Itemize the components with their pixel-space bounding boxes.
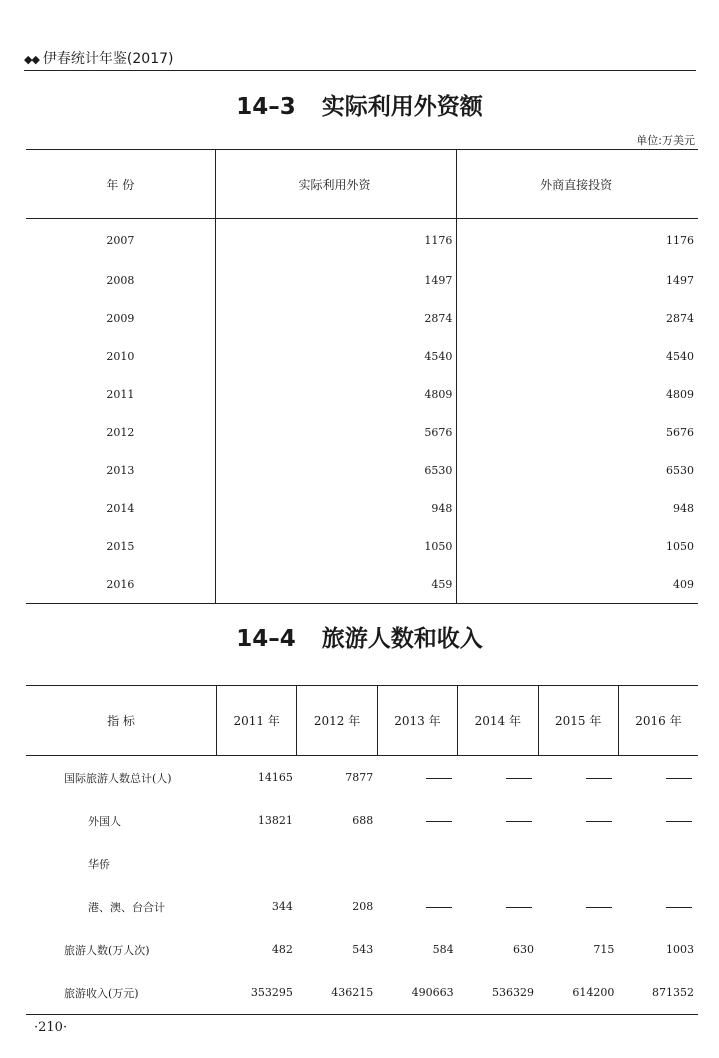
table-cell: 2012 [106,425,135,439]
table-cell: 2009 [106,311,135,325]
column-header: 2016 年 [618,686,698,756]
table-cell: 614200 [538,971,618,1015]
table-cell: 6530 [666,463,694,477]
book-title: 伊春统计年鉴(2017) [42,51,174,67]
table-row [26,971,698,1015]
column-header: 2012 年 [297,686,377,756]
not-applicable-dash [618,885,698,928]
not-applicable-dash [538,799,618,842]
table-row [26,928,698,971]
page-header [24,48,696,71]
table-cell: 5676 [666,425,694,439]
foreign-investment-table [26,149,698,604]
row-label: 华侨 [88,857,110,871]
dash-line [586,778,612,779]
table-row [26,337,698,375]
table-row [26,413,698,451]
not-applicable-dash [377,885,457,928]
not-applicable-dash [458,799,538,842]
table-cell: 344 [271,900,293,913]
diamond-icon: ◆◆ [24,53,39,66]
row-label: 外国人 [88,814,121,828]
table-cell: 482 [271,943,293,956]
table-row [26,489,698,527]
table-row [26,219,698,262]
table-cell: 14165 [257,771,293,784]
dash-line [506,821,532,822]
table-cell [217,842,297,885]
table-cell: 436215 [297,971,377,1015]
table-cell: 1176 [215,219,457,262]
dash-line [506,778,532,779]
table2-title-text: 旅游人数和收入 [321,626,483,652]
table-cell: 490663 [377,971,457,1015]
table-cell: 536329 [458,971,538,1015]
table-cell: 2014 [106,501,135,515]
column-header: 实际利用外资 [215,150,457,219]
not-applicable-dash [377,756,457,800]
not-applicable-dash [458,756,538,800]
dash-line [666,778,692,779]
table-cell: 871352 [618,971,698,1015]
table1-title-text: 实际利用外资额 [321,94,483,120]
table-cell: 1050 [215,527,457,565]
table-cell: 688 [352,814,374,827]
table-row [26,565,698,604]
column-header: 指 标 [26,686,217,756]
table-cell: 2874 [666,311,694,325]
not-applicable-dash [377,799,457,842]
row-label: 国际旅游人数总计(人) [64,771,172,785]
table-cell: 7877 [345,771,374,784]
column-header: 2011 年 [217,686,297,756]
table-cell: 2874 [215,299,457,337]
table-row [26,261,698,299]
table2-number: 14–4 [236,626,296,652]
table-row [26,375,698,413]
dash-line [586,821,612,822]
table-cell [377,842,457,885]
not-applicable-dash [458,885,538,928]
table-cell: 1050 [666,539,694,553]
table-cell: 13821 [257,814,293,827]
table-cell: 715 [593,943,615,956]
column-header: 2013 年 [377,686,457,756]
row-label: 旅游人数(万人次) [64,943,150,957]
table-cell: 1003 [666,943,694,956]
dash-line [586,907,612,908]
table-cell [297,842,377,885]
dash-line [426,821,452,822]
not-applicable-dash [538,756,618,800]
table-row [26,842,698,885]
table-cell: 2010 [106,349,135,363]
table-cell: 4540 [215,337,457,375]
table-cell: 630 [513,943,534,956]
table-cell: 409 [457,565,698,604]
dash-line [506,907,532,908]
table-cell: 459 [215,565,457,604]
dash-line [426,907,452,908]
table2-title [0,620,719,653]
table-cell: 948 [673,501,694,515]
table-row [26,799,698,842]
not-applicable-dash [618,799,698,842]
table-cell: 584 [432,943,454,956]
not-applicable-dash [618,756,698,800]
dash-line [666,907,692,908]
table-cell: 2011 [106,387,135,401]
table-cell: 208 [352,900,374,913]
table-cell: 6530 [215,451,457,489]
table-cell: 2013 [106,463,135,477]
table-cell: 5676 [215,413,457,451]
table-cell: 2015 [106,539,135,553]
table-cell: 4540 [666,349,694,363]
table-cell: 543 [352,943,374,956]
column-header: 2014 年 [458,686,538,756]
table1-number: 14–3 [236,94,296,120]
dash-line [666,821,692,822]
table-cell [538,842,618,885]
column-header: 2015 年 [538,686,618,756]
row-label: 旅游收入(万元) [26,971,217,1015]
table-cell: 4809 [215,375,457,413]
table-row [26,756,698,800]
table-cell: 2007 [106,233,135,247]
table-cell: 1497 [215,261,457,299]
page-number: ·210· [34,1020,68,1035]
table-cell [618,842,698,885]
table-row [26,527,698,565]
table-cell: 948 [215,489,457,527]
table-cell: 353295 [217,971,297,1015]
table-row [26,299,698,337]
column-header: 年 份 [26,150,215,219]
dash-line [426,778,452,779]
table1-unit: 单位:万美元 [636,134,695,147]
column-header: 外商直接投资 [457,150,698,219]
table-row [26,451,698,489]
table-cell: 1497 [666,273,694,287]
table1-title [0,88,719,121]
tourism-table [26,685,698,1015]
table-row [26,885,698,928]
row-label: 港、澳、台合计 [88,900,165,914]
table-cell: 1176 [666,233,694,247]
table-cell [458,842,538,885]
table-cell: 2008 [106,273,135,287]
table-cell: 4809 [666,387,694,401]
not-applicable-dash [538,885,618,928]
table-cell: 2016 [26,565,215,604]
